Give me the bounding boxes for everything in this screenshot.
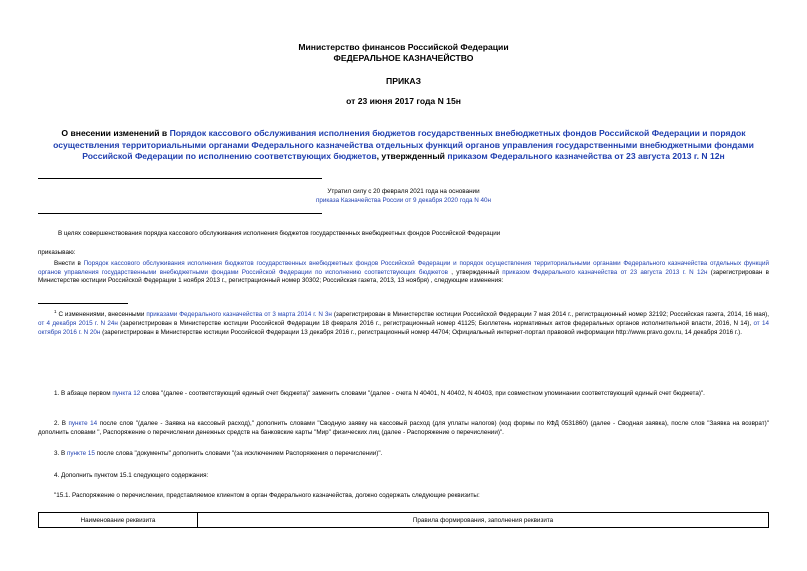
document-title: О внесении изменений в Порядок кассового обслуживания исполнения бюджетов государственных внебюджетных фондов Российской Федерации и порядок осуществления территориальными органами Федерального казначейства отдельных функций органов управления государственными внебюджетными фондами Российской Федерации по исполнению соответствующих бюджетов, утвержденный приказом Федерального казначейства от 23 августа 2013 г. N 12н: [53, 128, 754, 161]
status-note: [38, 188, 769, 205]
item-2: 2. В пункте 14 после слов "(далее - Заявка на кассовый расход)," дополнить словами "Сводную заявку на кассовый расход (для уплаты налогов) (код формы по КФД 0531860) (далее - Сводная заявка), после слов "Заявка на возврат)" дополнить словами ", Распоряжение о перечислении денежных средств на банковские карты "Мир" физических лиц (далее - Распоряжение о перечислении)".: [38, 420, 769, 436]
link-procedure[interactable]: Порядок кассового обслуживания исполнения бюджетов государственных внебюджетных фондов Российской Федерации и порядок осуществления территориальными органами Федерального казначейства отдельных функций органов управления государственными внебюджетными фондами Российской Федерации по исполнению соответствующих бюджетов: [53, 128, 754, 161]
link-repeal-order[interactable]: приказа Казначейства России от 9 декабря 2020 года N 40н: [315, 196, 492, 204]
link-procedure-body[interactable]: Порядок кассового обслуживания исполнения бюджетов государственных внебюджетных фондов Российской Федерации и порядок осуществления территориальными органами Федерального казначейства отдельных функций органов управления государственными внебюджетными фондами Российской Федерации по исполнению соответствующих бюджетов: [38, 260, 770, 276]
item-4: 4. Дополнить пунктом 15.1 следующего содержания:: [54, 472, 209, 479]
item-5: "15.1. Распоряжение о перечислении, представляемое клиентом в орган Федерального казначейства, должно содержать следующие реквизиты:: [54, 492, 480, 499]
agency-name: ФЕДЕРАЛЬНОЕ КАЗНАЧЕЙСТВО: [333, 53, 474, 63]
link-point-12[interactable]: пункта 12: [112, 390, 141, 397]
link-point-15[interactable]: пункте 15: [66, 450, 95, 457]
link-order-12n-body[interactable]: приказом Федерального казначейства от 23 августа 2013 г. N 12н: [502, 268, 708, 276]
link-order-12n[interactable]: приказом Федерального казначейства от 23 августа 2013 г. N 12н: [447, 151, 725, 161]
footnote: $^1$ С изменениями, внесенными приказами Федерального казначейства от 3 марта 2014 г. N 3н (зарегистрирован в Министерстве юстиции Российской Федерации 7 мая 2014 г., регистрационный номер 32192; Российская газета, 2014, 16 мая), от 4 декабря 2015 г. N 24н (зарегистрирован в Министерстве юстиции Российской Федерации 18 февраля 2016 г., регистрационный номер 41125; Бюллетень нормативных актов федеральных органов исполнительной власти, 2016, N 14), от 14 октября 2016 г. N 20н (зарегистрирован в Министерстве юстиции Российской Федерации 13 декабря 2016 г., регистрационный номер 44704; Официальный интернет-портал правовой информации http://www.pravo.gov.ru, 14 декабря 2016 г.).: [38, 309, 769, 336]
item-3: 3. В пункте 15 после слова "документы" дополнить словами "(за исключением Распоряжения о перечислении)".: [54, 450, 383, 457]
footnote-divider: [38, 303, 128, 304]
link-order-20n[interactable]: от 14 октября 2016 г. N 20н: [38, 319, 769, 336]
item-1: 1. В абзаце первом пункта 12 слова "(далее - соответствующий единый счет бюджета)" заменить словами "(далее - счета N 40401, N 40402, N 40403, при совместном упоминании соответствующий единый счет бюджета)".: [54, 390, 705, 397]
link-order-3n[interactable]: приказами Федерального казначейства от 3 марта 2014 г. N 3н: [146, 311, 332, 319]
table-header-name: Наименование реквизита: [39, 513, 198, 528]
intro-paragraph: В целях совершенствования порядка кассового обслуживания исполнения бюджетов государственных внебюджетных фондов Российской Федерации: [58, 230, 501, 237]
table-header-row: [39, 513, 769, 528]
link-point-14[interactable]: пункте 14: [68, 420, 98, 427]
link-order-24n[interactable]: от 4 декабря 2015 г. N 24н: [38, 319, 118, 327]
status-line: Утратил силу с 20 февраля 2021 года на основании: [327, 188, 480, 195]
paragraph-1: Внести в Порядок кассового обслуживания исполнения бюджетов государственных внебюджетных фондов Российской Федерации и порядок осуществления территориальными органами Федерального казначейства отдельных функций органов управления государственными внебюджетными фондами Российской Федерации по исполнению соответствующих бюджетов , утвержденный приказом Федерального казначейства от 23 августа 2013 г. N 12н (зарегистрирован в Министерстве юстиции Российской Федерации 1 ноября 2013 г., регистрационный номер 30302; Российская газета, 2013, 13 ноября) , следующие изменения:: [38, 260, 770, 285]
table-header-rules: Правила формирования, заполнения реквизита: [198, 513, 769, 528]
divider-bottom: [38, 213, 322, 214]
order-word: приказываю:: [38, 249, 76, 256]
ministry-name: Министерство финансов Российской Федерации: [298, 42, 509, 52]
doc-date-number: от 23 июня 2017 года N 15н: [346, 96, 461, 106]
doc-type: ПРИКАЗ: [386, 76, 421, 86]
document-header: [38, 42, 769, 107]
footnote-marker: 1: [54, 309, 57, 314]
divider-top: [38, 178, 322, 179]
requisites-table: [38, 512, 769, 528]
